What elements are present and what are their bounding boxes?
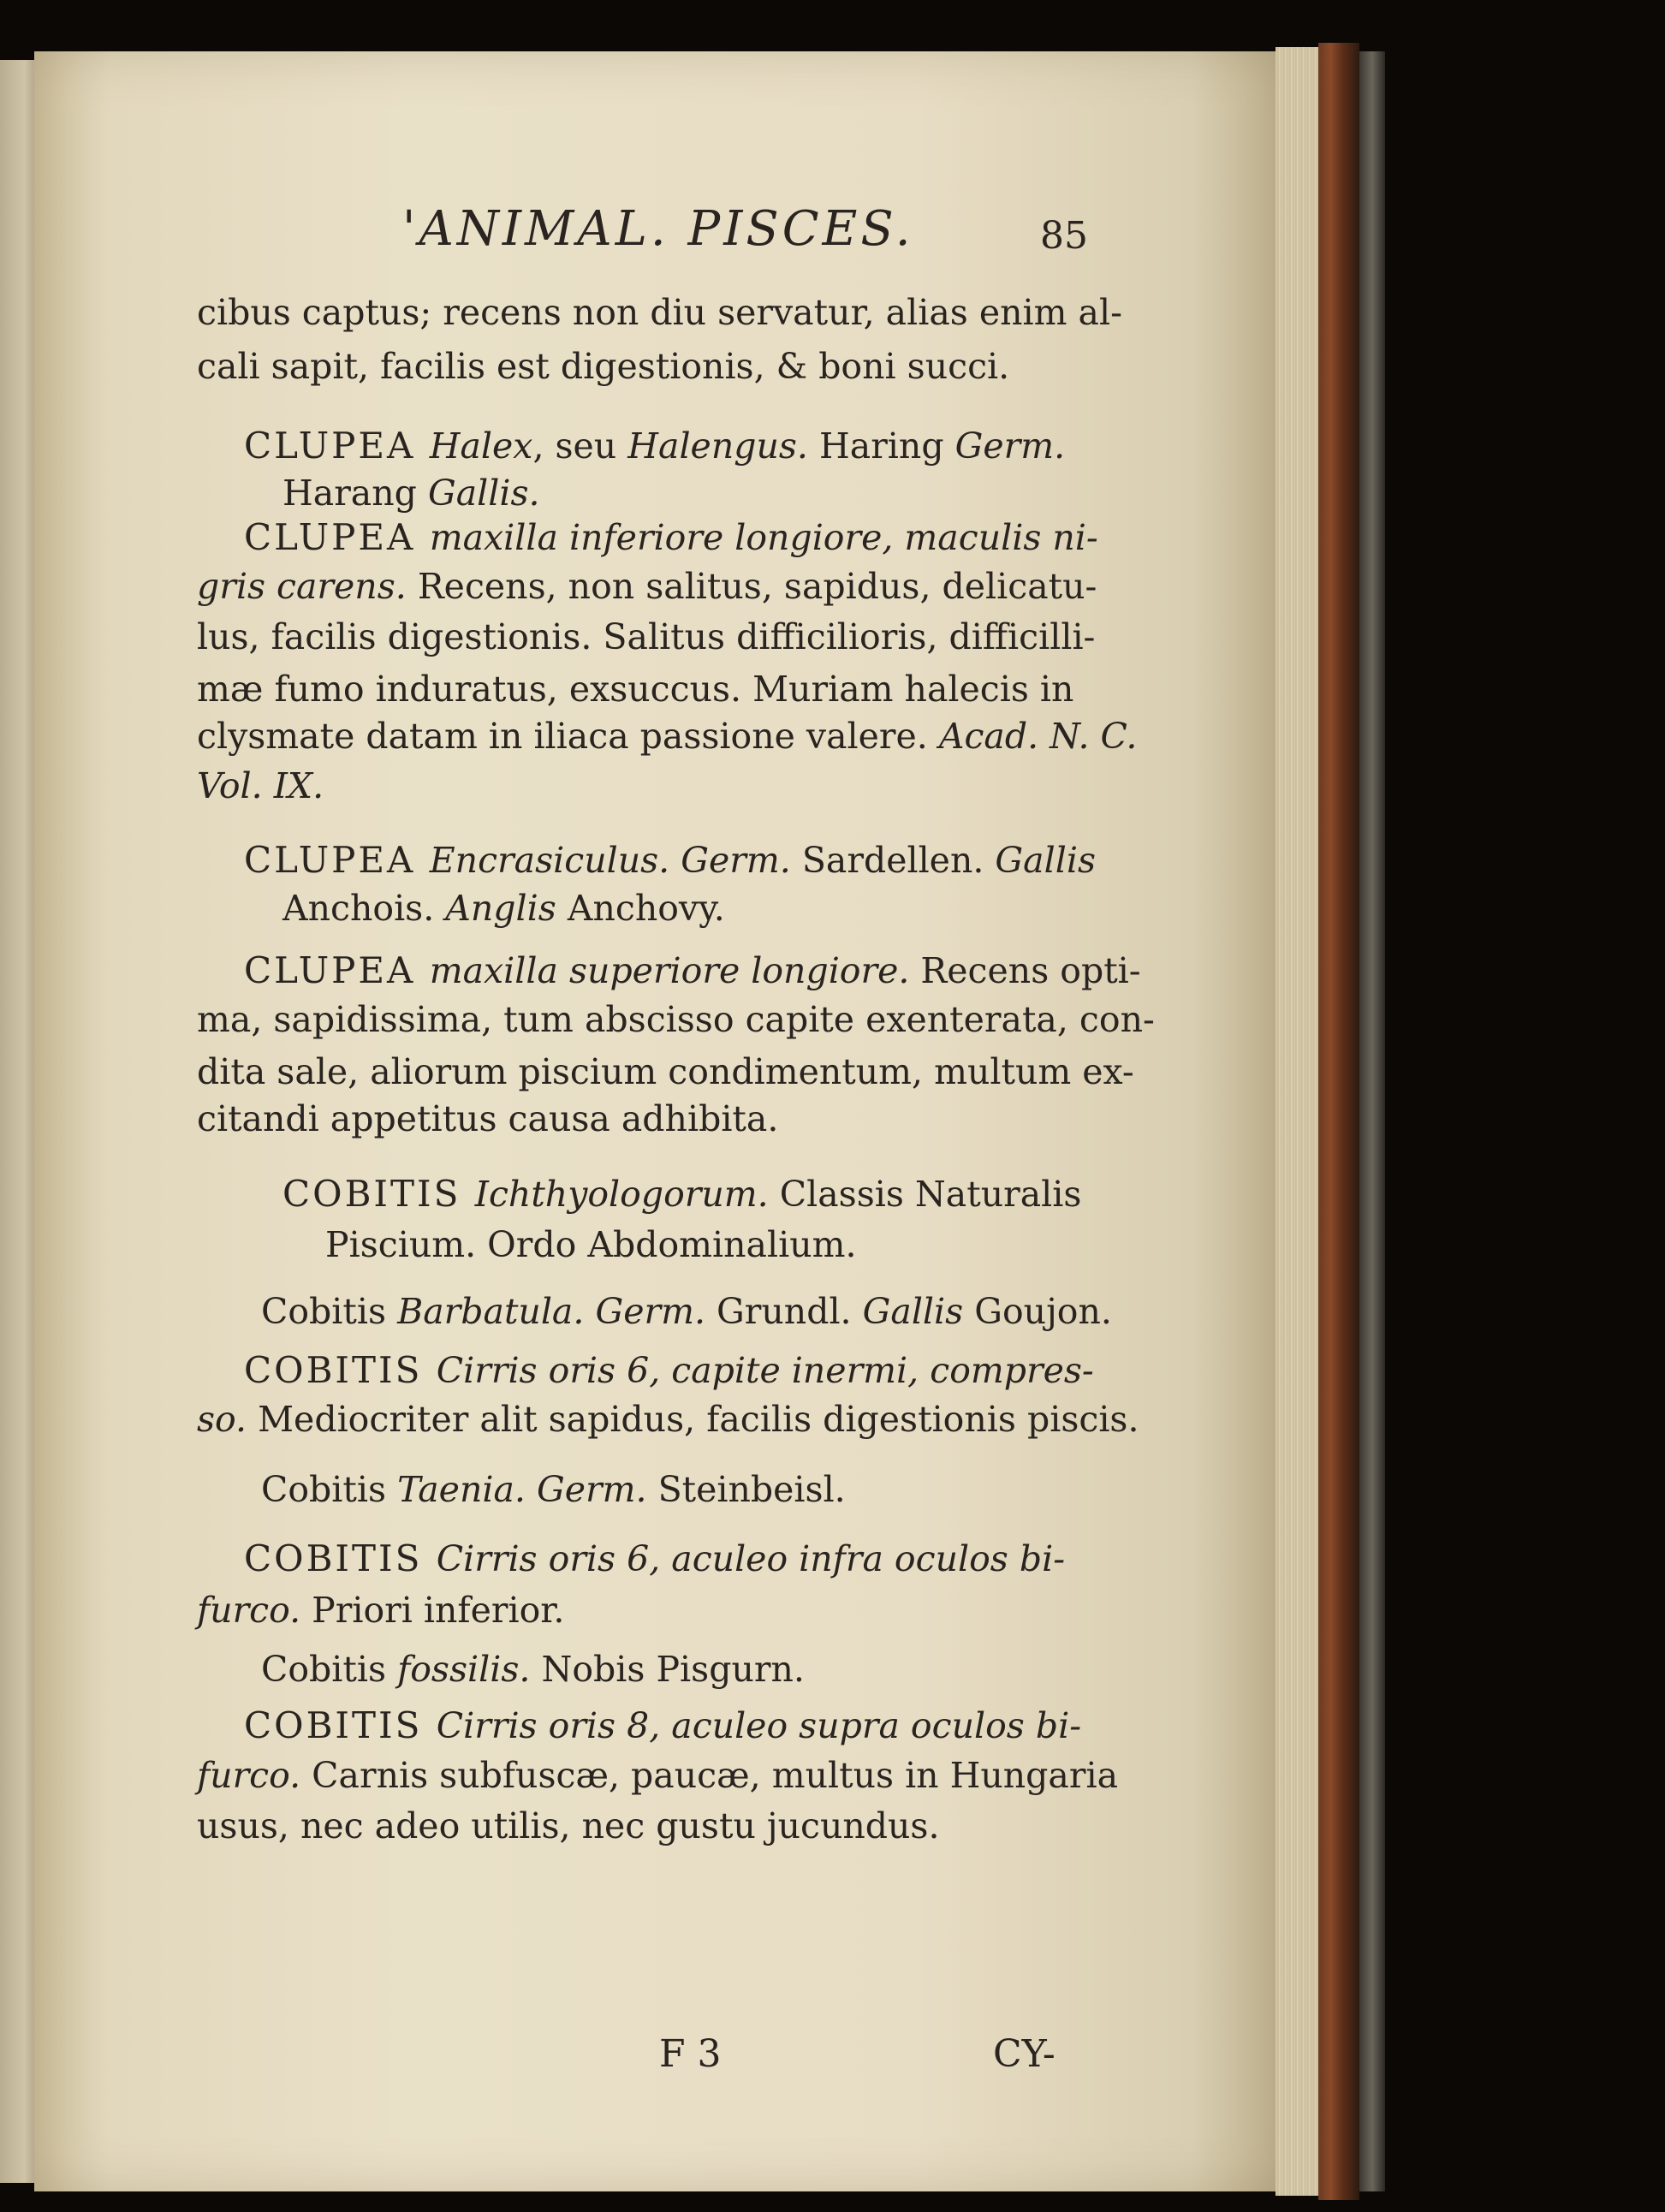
text-line — [197, 616, 1096, 657]
text-line — [197, 1098, 779, 1139]
roman-text: ma, sapidissima, tum abscisso capite exenterata, con- — [197, 999, 1155, 1040]
italic-text: Halengus. — [627, 425, 808, 467]
italic-text: Taenia. — [397, 1469, 526, 1510]
roman-text: Recens, non salitus, sapidus, delicatu- — [406, 566, 1097, 607]
roman-text: , seu — [532, 425, 628, 467]
text-line — [197, 1805, 940, 1846]
genus-name: COBITIS — [244, 1704, 437, 1746]
roman-text: Recens opti- — [909, 950, 1141, 991]
italic-text: Germ. — [537, 1469, 647, 1510]
roman-text: Cobitis — [261, 1649, 398, 1690]
roman-text: Sardellen. — [790, 840, 996, 881]
text-line — [244, 1704, 1082, 1746]
italic-text: Cirris oris 6, capite inermi, compres- — [436, 1350, 1094, 1391]
text-line — [282, 1173, 1082, 1215]
text-line — [197, 1051, 1134, 1092]
text-line — [197, 669, 1074, 710]
text-line — [244, 839, 1096, 881]
italic-text: Gallis — [995, 840, 1096, 881]
italic-text: so. — [197, 1399, 247, 1440]
genus-name: CLUPEA — [244, 949, 430, 991]
roman-text: Grundl. — [705, 1291, 863, 1332]
text-line — [261, 1649, 805, 1690]
roman-text — [584, 1291, 595, 1332]
text-line — [197, 999, 1155, 1040]
text-line — [244, 949, 1141, 991]
italic-text: maxilla inferiore longiore, maculis ni- — [429, 517, 1098, 558]
roman-text: Anchovy. — [556, 888, 725, 929]
text-line — [282, 888, 725, 929]
roman-text: usus, nec adeo utilis, nec gustu jucundus. — [197, 1805, 940, 1846]
text-line — [197, 566, 1097, 607]
text-line — [244, 1349, 1094, 1391]
roman-text: mæ fumo induratus, exsuccus. Muriam halecis in — [197, 669, 1074, 710]
genus-name: CLUPEA — [244, 516, 430, 558]
genus-name: COBITIS — [244, 1349, 437, 1391]
italic-text: Cirris oris 6, aculeo infra oculos bi- — [436, 1538, 1066, 1579]
italic-text: Encrasiculus. — [429, 840, 670, 881]
genus-name: COBITIS — [282, 1173, 475, 1215]
genus-name: COBITIS — [244, 1537, 437, 1579]
text-line — [244, 425, 1066, 467]
italic-text: furco. — [197, 1755, 301, 1796]
italic-text: Halex — [429, 425, 533, 467]
roman-text: dita sale, aliorum piscium condimentum, multum ex- — [197, 1051, 1134, 1092]
italic-text: Gallis. — [427, 473, 540, 514]
italic-text: Germ. — [954, 425, 1066, 467]
roman-text: Haring — [807, 425, 955, 467]
italic-text: Acad. N. C. — [938, 716, 1138, 757]
text-line — [261, 1291, 1112, 1332]
roman-text: Nobis Pisgurn. — [530, 1649, 805, 1690]
roman-text: Priori inferior. — [300, 1590, 565, 1631]
text-line — [261, 1469, 846, 1510]
signature-mark: F 3 — [659, 2032, 722, 2076]
italic-text: gris carens. — [197, 566, 407, 607]
text-line — [197, 765, 324, 806]
catchword: CY- — [993, 2032, 1055, 2076]
book-spine-edge — [1359, 51, 1385, 2191]
roman-text: Anchois. — [282, 888, 446, 929]
roman-text: Classis Naturalis — [768, 1174, 1082, 1215]
text-line — [282, 473, 540, 514]
page-edges — [1276, 47, 1323, 2196]
genus-name: CLUPEA — [244, 425, 430, 467]
italic-text: Cirris oris 8, aculeo supra oculos bi- — [436, 1705, 1082, 1746]
italic-text: Anglis — [445, 888, 556, 929]
roman-text: Goujon. — [963, 1291, 1112, 1332]
roman-text — [526, 1469, 537, 1510]
italic-text: furco. — [197, 1590, 301, 1631]
italic-text: Ichthyologorum. — [474, 1174, 769, 1215]
roman-text: Steinbeisl. — [646, 1469, 846, 1510]
italic-text: fossilis. — [397, 1649, 531, 1690]
text-line — [197, 1755, 1119, 1796]
text-line — [197, 1399, 1139, 1440]
roman-text: Cobitis — [261, 1469, 398, 1510]
italic-text: maxilla superiore longiore. — [429, 950, 910, 991]
roman-text: cali sapit, facilis est digestionis, & boni succi. — [197, 346, 1010, 387]
roman-text: lus, facilis digestionis. Salitus difficilioris, difficilli- — [197, 616, 1096, 657]
italic-text: Gallis — [862, 1291, 964, 1332]
roman-text: clysmate datam in iliaca passione valere. — [197, 716, 939, 757]
text-line — [197, 716, 1138, 757]
italic-text: Germ. — [595, 1291, 705, 1332]
text-line — [244, 516, 1098, 558]
roman-text: Cobitis — [261, 1291, 398, 1332]
roman-text: Harang — [282, 473, 428, 514]
roman-text: Piscium. Ordo Abdominalium. — [325, 1224, 857, 1265]
running-title: 'ANIMAL. PISCES. — [402, 201, 914, 257]
text-line — [244, 1537, 1066, 1579]
text-line — [197, 346, 1010, 387]
genus-name: CLUPEA — [244, 839, 430, 881]
roman-text: Carnis subfuscæ, paucæ, multus in Hungaria — [300, 1755, 1119, 1796]
italic-text: Germ. — [681, 840, 791, 881]
book-cover-edge — [1318, 43, 1359, 2200]
page-number: 85 — [1040, 214, 1088, 258]
italic-text: Vol. IX. — [197, 765, 324, 806]
text-line — [197, 1590, 565, 1631]
text-line — [325, 1224, 857, 1265]
text-line — [197, 292, 1122, 333]
roman-text: citandi appetitus causa adhibita. — [197, 1098, 779, 1139]
italic-text: Barbatula. — [397, 1291, 585, 1332]
roman-text — [669, 840, 681, 881]
roman-text: cibus captus; recens non diu servatur, alias enim al- — [197, 292, 1122, 333]
roman-text: Mediocriter alit sapidus, facilis digestionis piscis. — [247, 1399, 1139, 1440]
